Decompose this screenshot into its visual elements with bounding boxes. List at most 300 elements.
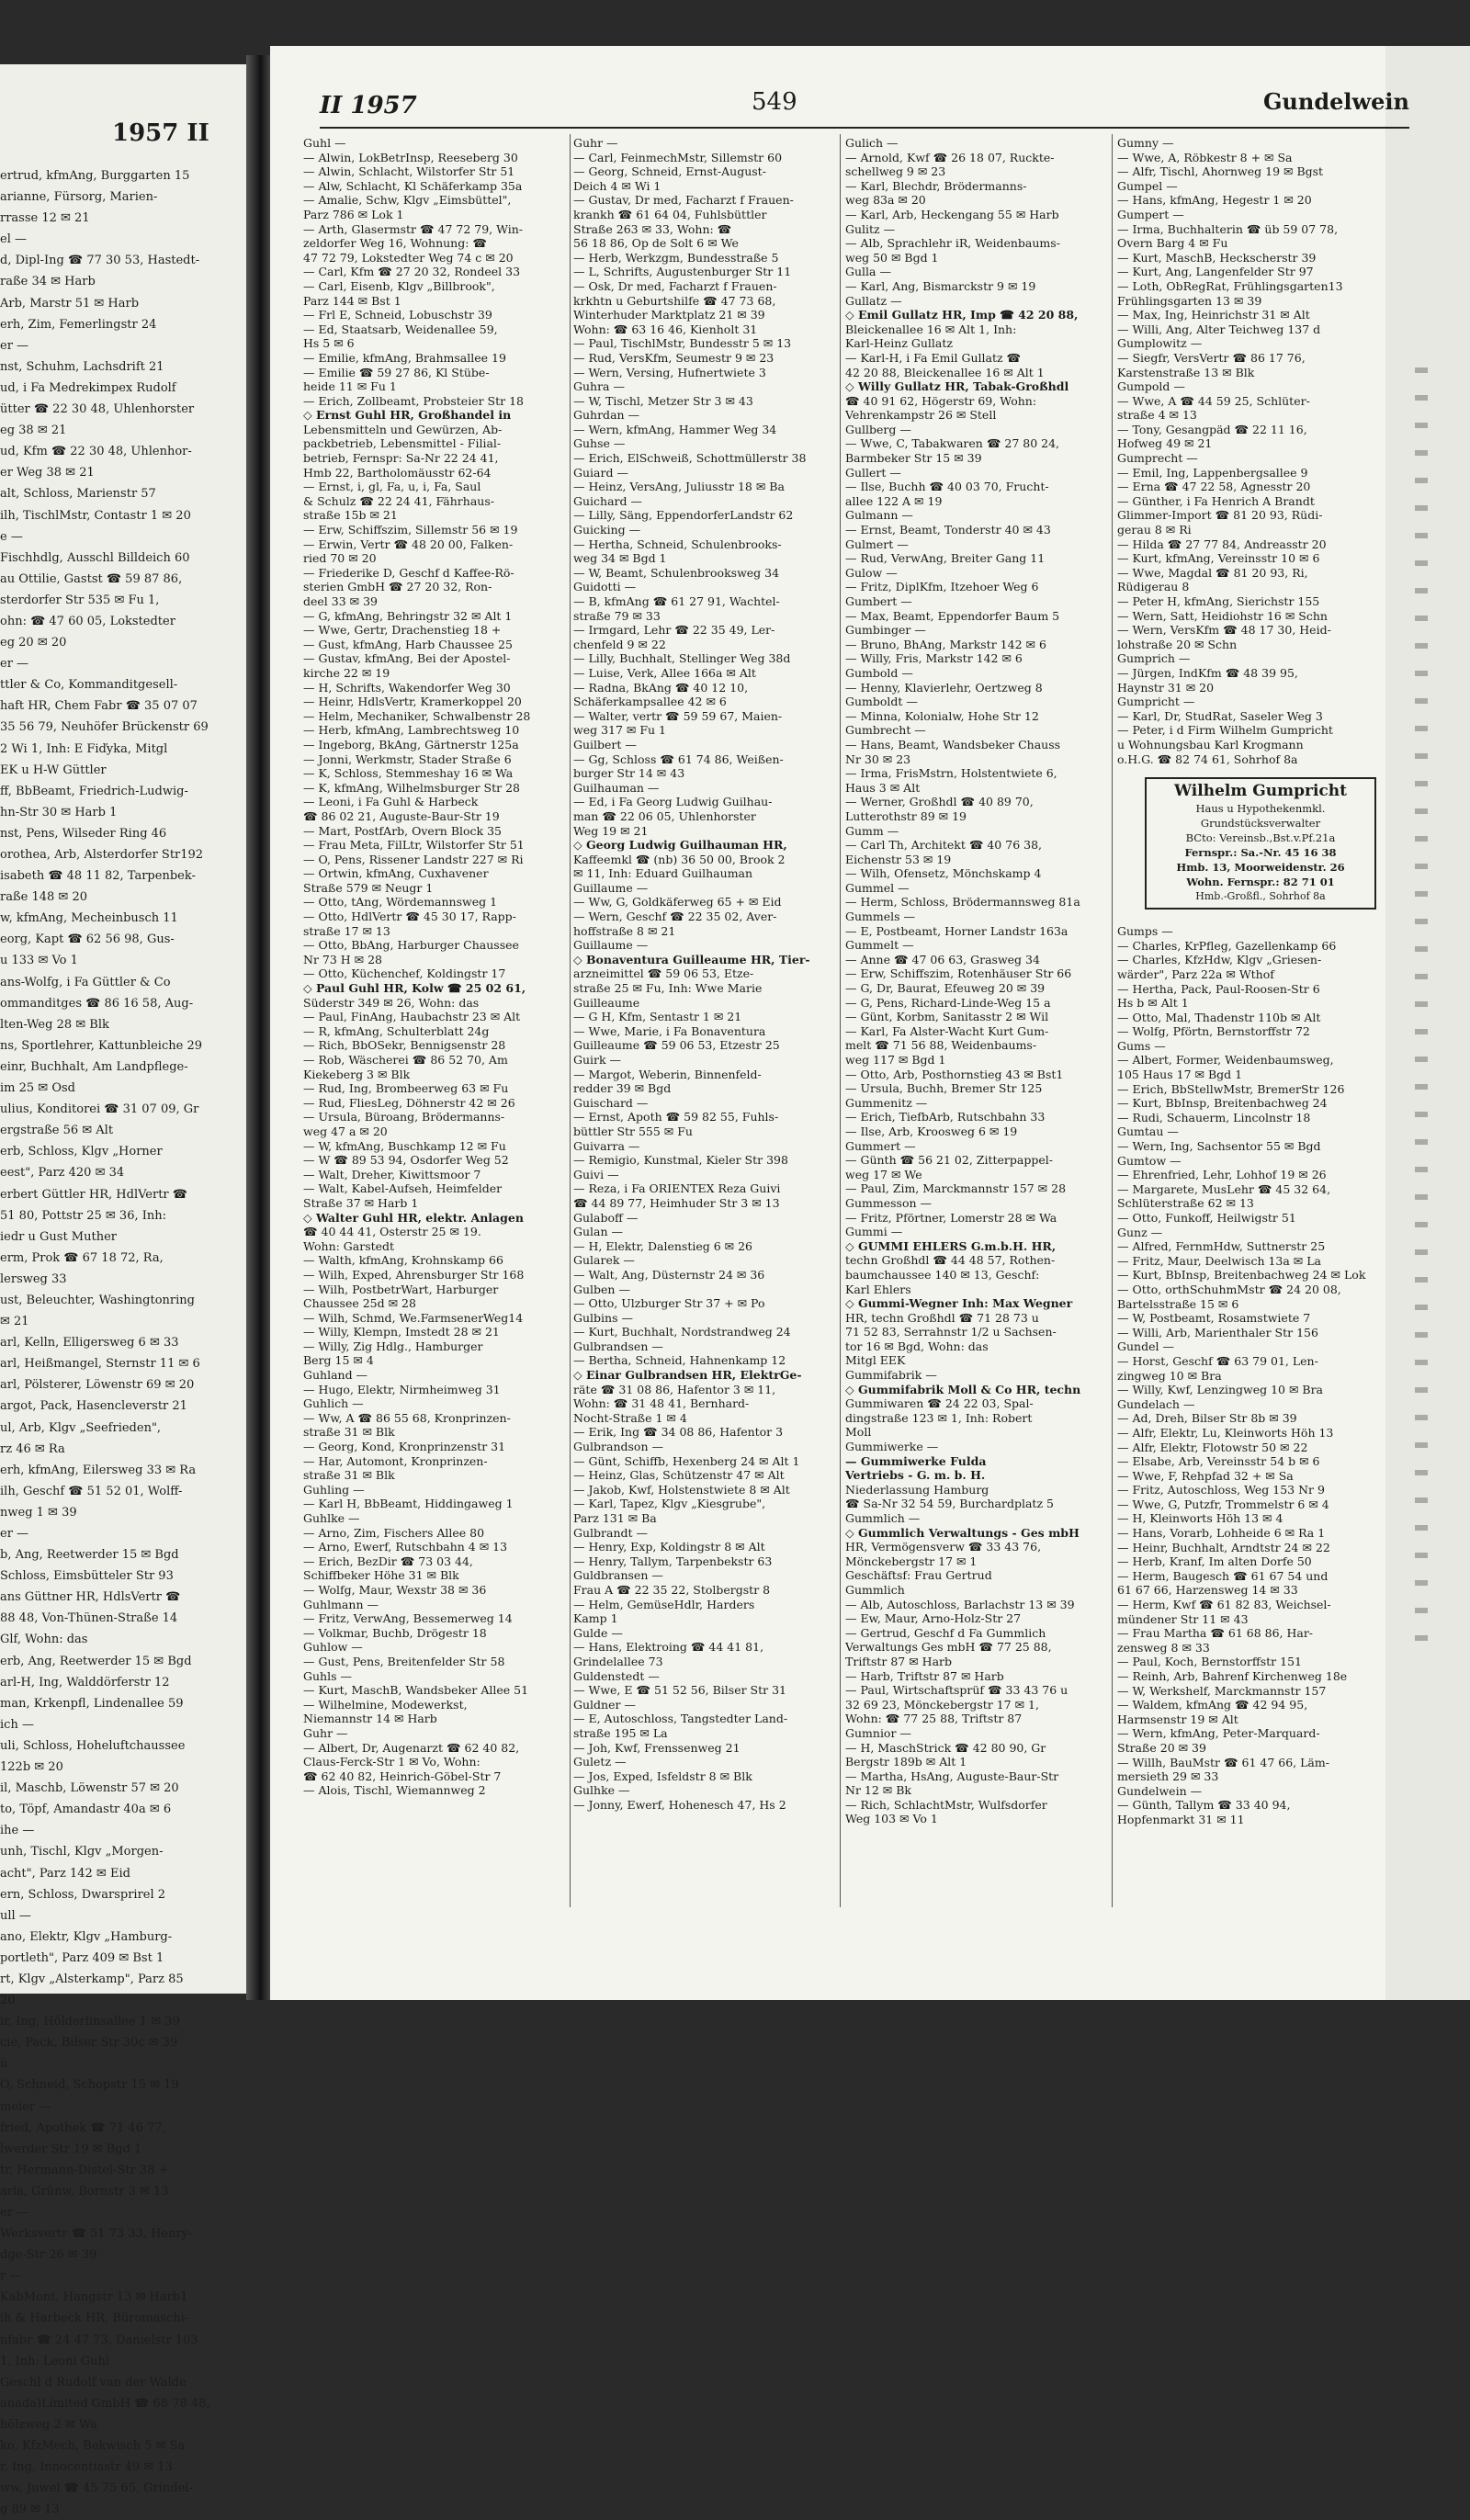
page-margin xyxy=(1385,46,1470,2000)
directory-entry: Guhls — xyxy=(303,1668,352,1683)
directory-entry: — Bruno, BhAng, Markstr 142 ✉ 6 xyxy=(845,637,1046,651)
directory-entry: — Wilh, Exped, Ahrensburger Str 168 xyxy=(303,1267,525,1282)
directory-entry: — Rich, BbOSekr, Bennigsenstr 28 xyxy=(303,1038,506,1053)
directory-entry: — Gertrud, Geschf d Fa Gummlich xyxy=(845,1625,1046,1640)
directory-entry: — Karl, Blechdr, Brödermanns- xyxy=(845,178,1027,193)
directory-entry: Straße 37 ✉ Harb 1 xyxy=(303,1195,419,1210)
directory-entry: melt ☎ 71 56 88, Weidenbaums- xyxy=(845,1038,1037,1053)
directory-entry: hoffstraße 8 ✉ 21 xyxy=(573,923,676,938)
directory-entry: 32 69 23, Mönckebergstr 17 ✉ 1, xyxy=(845,1697,1039,1712)
directory-entry: Guhr — xyxy=(303,1725,348,1740)
directory-entry: — Herb, kfmAng, Lambrechtsweg 10 xyxy=(303,723,520,738)
directory-entry: Kaffeemkl ☎ (nb) 36 50 00, Brook 2 xyxy=(573,852,786,866)
directory-entry: — Carl, Kfm ☎ 27 20 32, Rondeel 33 xyxy=(303,265,521,279)
directory-entry: Glimmer-Import ☎ 81 20 93, Rüdi- xyxy=(1117,508,1323,523)
directory-entry: — Ursula, Büroang, Brödermanns- xyxy=(303,1110,505,1124)
directory-entry: ans-Wolfg, i Fa Güttler & Co xyxy=(0,975,171,989)
directory-entry: — Max, Beamt, Eppendorfer Baum 5 xyxy=(845,608,1060,623)
directory-entry: — Walth, kfmAng, Krohnskamp 66 xyxy=(303,1253,503,1268)
directory-entry: Parz 786 ✉ Lok 1 xyxy=(303,207,404,221)
directory-entry: — Margot, Weberin, Binnenfeld- xyxy=(573,1067,762,1081)
directory-entry: fried, Apothek ☎ 71 46 77, xyxy=(0,2120,166,2135)
directory-entry: erh, kfmAng, Eilersweg 33 ✉ Ra xyxy=(0,1463,197,1477)
directory-entry: cie, Pack, Bilser Str 30c ✉ 39 xyxy=(0,2036,178,2051)
directory-entry: — Wwe, Gertr, Drachenstieg 18 + xyxy=(303,623,502,638)
directory-entry: — W, kfmAng, Buschkamp 12 ✉ Fu xyxy=(303,1138,506,1153)
directory-entry: erb, Ang, Reetwerder 15 ✉ Bgd xyxy=(0,1654,192,1668)
directory-entry: lwerder Str 19 ✉ Bgd 1 xyxy=(0,2141,142,2156)
directory-entry: Gumbinger — xyxy=(845,623,926,638)
print-bleed xyxy=(1415,367,1428,1654)
directory-entry: — Erw, Schiffszim, Rotenhäuser Str 66 xyxy=(845,966,1072,981)
directory-entry: — Minna, Kolonialw, Hohe Str 12 xyxy=(845,708,1039,723)
directory-entry: — Jonny, Ewerf, Hohenesch 47, Hs 2 xyxy=(573,1797,786,1812)
directory-entry: Bleickenallee 16 ✉ Alt 1, Inh: xyxy=(845,322,1017,336)
directory-entry: — Erna ☎ 47 22 58, Agnesstr 20 xyxy=(1117,480,1311,494)
directory-entry: — Wwe, Magdal ☎ 81 20 93, Ri, xyxy=(1117,565,1308,580)
directory-entry: 2 Wi 1, Inh: E Fiďyka, Mitgl xyxy=(0,741,168,756)
directory-entry: erh, Zim, Femerlingstr 24 xyxy=(0,317,157,332)
directory-entry: Berg 15 ✉ 4 xyxy=(303,1353,374,1368)
directory-entry: — Erich, Zollbeamt, Probsteier Str 18 xyxy=(303,393,524,408)
directory-entry: 88 48, Von-Thünen-Straße 14 xyxy=(0,1611,178,1626)
directory-entry: — Gust, kfmAng, Harb Chaussee 25 xyxy=(303,637,513,651)
directory-entry: straße 17 ✉ 13 xyxy=(303,923,390,938)
directory-entry: er — xyxy=(0,1527,29,1541)
directory-entry: mündener Str 11 ✉ 43 xyxy=(1117,1611,1249,1626)
directory-entry: — Ed, i Fa Georg Ludwig Guilhau- xyxy=(573,795,773,809)
directory-entry: — Günt, Schiffb, Hexenberg 24 ✉ Alt 1 xyxy=(573,1453,800,1468)
directory-entry: ihe — xyxy=(0,1824,35,1838)
directory-entry: — Karl-H, i Fa Emil Gullatz ☎ xyxy=(845,350,1022,365)
directory-entry: baumchaussee 140 ✉ 13, Geschf: xyxy=(845,1267,1040,1282)
directory-entry: Barmbeker Str 15 ✉ 39 xyxy=(845,451,982,466)
directory-entry: Gumprecht — xyxy=(1117,451,1198,466)
directory-entry: Gummi — xyxy=(845,1225,903,1239)
directory-entry: — Luise, Verk, Allee 166a ✉ Alt xyxy=(573,665,756,680)
directory-entry: ertrud, kfmAng, Burggarten 15 xyxy=(0,169,190,183)
directory-entry: — Emilie, kfmAng, Brahmsallee 19 xyxy=(303,350,506,365)
directory-entry: unh, Tischl, Klgv „Morgen- xyxy=(0,1845,164,1859)
directory-entry: argot, Pack, Hasencleverstr 21 xyxy=(0,1399,187,1414)
directory-entry: iedr u Gust Muther xyxy=(0,1229,117,1244)
directory-entry: man, Krkenpfl, Lindenallee 59 xyxy=(0,1696,184,1711)
directory-entry: Gummel — xyxy=(845,880,910,895)
directory-entry: einr, Buchhalt, Am Landpflege- xyxy=(0,1059,188,1074)
directory-entry: Claus-Ferck-Str 1 ✉ Vo, Wohn: xyxy=(303,1755,481,1769)
directory-entry: alt, Schloss, Marienstr 57 xyxy=(0,487,156,502)
directory-entry: rt, Klgv „Alsterkamp", Parz 85 xyxy=(0,1972,184,1986)
directory-entry: Nr 30 ✉ 23 xyxy=(845,751,911,766)
directory-entry: eg 38 ✉ 21 xyxy=(0,424,67,438)
directory-entry: Eichenstr 53 ✉ 19 xyxy=(845,852,952,866)
directory-entry: — Erich, ElSchweiß, Schottmüllerstr 38 xyxy=(573,451,807,466)
directory-entry: — K, kfmAng, Wilhelmsburger Str 28 xyxy=(303,780,520,795)
directory-entry: — Karl, Tapez, Klgv „Kiesgrube", xyxy=(573,1497,766,1511)
directory-entry: — Willy, Kwf, Lenzingweg 10 ✉ Bra xyxy=(1117,1383,1324,1397)
directory-entry: — Willh, BauMstr ☎ 61 47 66, Läm- xyxy=(1117,1755,1329,1769)
directory-entry: schellweg 9 ✉ 23 xyxy=(845,164,946,179)
column-rule xyxy=(570,134,571,1907)
directory-entry: ttler & Co, Kommanditgesell- xyxy=(0,678,178,693)
directory-entry: b, Ang, Reetwerder 15 ✉ Bgd xyxy=(0,1548,179,1563)
directory-entry: wärder", Parz 22a ✉ Wthof xyxy=(1117,966,1274,981)
directory-entry: Guhlke — xyxy=(303,1511,360,1525)
directory-entry: — Horst, Geschf ☎ 63 79 01, Len- xyxy=(1117,1353,1318,1368)
directory-entry: Gulan — xyxy=(573,1225,624,1239)
directory-entry: — Georg, Schneid, Ernst-August- xyxy=(573,164,766,179)
directory-entry: — Paul, Zim, Marckmannstr 157 ✉ 28 xyxy=(845,1181,1067,1196)
ad-address: Hmb. 13, Moorweidenstr. 26 xyxy=(1176,861,1345,875)
directory-entry: redder 39 ✉ Bgd xyxy=(573,1081,672,1096)
directory-entry: Guivi — xyxy=(573,1167,619,1181)
directory-entry: Straße 20 ✉ 39 xyxy=(1117,1740,1206,1755)
directory-entry: — Alois, Tischl, Wiemannweg 2 xyxy=(303,1783,486,1798)
directory-entry: Guischard — xyxy=(573,1095,649,1110)
directory-entry: uli, Schloss, Hoheluftchaussee xyxy=(0,1738,186,1753)
directory-entry: Gummiwerke — xyxy=(845,1440,939,1454)
directory-entry: — Heinz, Glas, Schützenstr 47 ✉ Alt xyxy=(573,1468,785,1483)
directory-entry: Vehrenkampstr 26 ✉ Stell xyxy=(845,408,997,423)
directory-entry: Guhlmann — xyxy=(303,1597,379,1611)
directory-entry: Guichard — xyxy=(573,493,642,508)
directory-entry: — Har, Automont, Kronprinzen- xyxy=(303,1453,488,1468)
directory-entry: Guhse — xyxy=(573,436,626,451)
directory-entry: Hofweg 49 ✉ 21 xyxy=(1117,436,1213,451)
directory-entry: — E, Postbeamt, Horner Landstr 163a xyxy=(845,923,1069,938)
directory-entry: Guillaume — xyxy=(573,880,649,895)
directory-entry: Guldbransen — xyxy=(573,1568,663,1583)
directory-entry: — Wwe, G, Putzfr, Trommelstr 6 ✉ 4 xyxy=(1117,1497,1329,1511)
directory-entry: — Arnold, Kwf ☎ 26 18 07, Ruckte- xyxy=(845,150,1055,164)
directory-entry: — Herm, Schloss, Brödermannsweg 81a xyxy=(845,895,1080,910)
directory-entry: — Walt, Dreher, Kiwittsmoor 7 xyxy=(303,1167,481,1181)
directory-entry: Moll xyxy=(845,1425,872,1440)
directory-entry: er — xyxy=(0,657,29,672)
directory-entry: anada)Limited GmbH ☎ 68 78 48, xyxy=(0,2396,210,2411)
directory-entry: er — xyxy=(0,338,29,353)
directory-entry: ff, BbBeamt, Friedrich-Ludwig- xyxy=(0,784,188,798)
directory-entry: Guhland — xyxy=(303,1368,368,1383)
directory-entry: Mitgl EEK xyxy=(845,1353,906,1368)
directory-entry: — Alwin, Schlacht, Wilstorfer Str 51 xyxy=(303,164,515,179)
directory-entry: ull — xyxy=(0,1908,31,1923)
directory-entry: — Paul, Wirtschaftsprüf ☎ 33 43 76 u xyxy=(845,1683,1069,1698)
directory-entry: — Alfr, Elektr, Flotowstr 50 ✉ 22 xyxy=(1117,1440,1308,1454)
directory-entry: — G, kfmAng, Behringstr 32 ✉ Alt 1 xyxy=(303,608,513,623)
directory-entry: zensweg 8 ✉ 33 xyxy=(1117,1640,1210,1655)
directory-entry: Gulla — xyxy=(845,265,891,279)
directory-entry: — Wilh, Schmd, We.FarmsenerWeg14 xyxy=(303,1310,524,1325)
directory-entry: straße 25 ✉ Fu, Inh: Wwe Marie xyxy=(573,981,763,996)
directory-entry: Frau A ☎ 22 35 22, Stolbergstr 8 xyxy=(573,1582,771,1597)
directory-entry: — Frau Martha ☎ 61 68 86, Har- xyxy=(1117,1626,1314,1641)
directory-entry: ih & Harbeck HR, Büromaschi- xyxy=(0,2311,189,2326)
directory-entry: — Carl Th, Architekt ☎ 40 76 38, xyxy=(845,838,1042,853)
directory-entry: Gummert — xyxy=(845,1138,916,1153)
directory-entry: — Willy, Zig Hdlg., Hamburger xyxy=(303,1339,483,1353)
directory-entry: — Kurt, MaschB, Heckscherstr 39 xyxy=(1117,250,1317,265)
directory-entry: — Kurt, Buchhalt, Nordstrandweg 24 xyxy=(573,1325,791,1339)
directory-entry: — Ad, Dreh, Bilser Str 8b ✉ 39 xyxy=(1117,1411,1297,1426)
directory-entry: Guhlow — xyxy=(303,1640,363,1655)
directory-entry: — Fritz, Autoschloss, Weg 153 Nr 9 xyxy=(1117,1483,1325,1497)
directory-entry: ü xyxy=(0,2057,8,2072)
left-page-header: 1957 II xyxy=(112,119,209,147)
directory-entry: — Amalie, Schw, Klgv „Eimsbüttel", xyxy=(303,193,512,208)
left-page-text xyxy=(0,165,246,2520)
directory-entry: — Wern, kfmAng, Peter-Marquard- xyxy=(1117,1726,1320,1741)
directory-entry: — Margarete, MusLehr ☎ 45 32 64, xyxy=(1117,1181,1331,1196)
directory-entry: Lutterothstr 89 ✉ 19 xyxy=(845,808,967,823)
directory-entry: r — xyxy=(0,2269,22,2284)
directory-entry: — Wern, Geschf ☎ 22 35 02, Aver- xyxy=(573,910,777,924)
ad-line: BCto: Vereinsb.,Bst.v.Pf.21a xyxy=(1185,831,1336,845)
directory-entry: Parz 144 ✉ Bst 1 xyxy=(303,293,401,308)
directory-entry: ☎ 86 02 21, Auguste-Baur-Str 19 xyxy=(303,808,500,823)
directory-entry: Gulbrandt — xyxy=(573,1525,649,1540)
directory-entry: — Karl, Dr, StudRat, Saseler Weg 3 xyxy=(1117,708,1323,723)
directory-entry: ☎ 40 44 41, Osterstr 25 ✉ 19. xyxy=(303,1225,481,1239)
directory-entry: ko, KfzMech, Bekwisch 5 ✉ Sa xyxy=(0,2439,186,2454)
directory-entry: Gullberg — xyxy=(845,422,911,436)
directory-entry: Glf, Wohn: das xyxy=(0,1633,88,1647)
directory-entry: — Ursula, Buchh, Bremer Str 125 xyxy=(845,1081,1043,1096)
directory-entry: — Joh, Kwf, Frenssenweg 21 xyxy=(573,1740,741,1755)
directory-entry: Gunz — xyxy=(1117,1225,1163,1239)
directory-entry: — Paul, Koch, Bernstorffstr 151 xyxy=(1117,1655,1302,1669)
directory-entry: Gumtau — xyxy=(1117,1124,1179,1139)
directory-entry: Gulde — xyxy=(573,1625,623,1640)
directory-entry: nst, Pens, Wilseder Ring 46 xyxy=(0,826,167,841)
directory-entry: 122b ✉ 20 xyxy=(0,1760,63,1775)
directory-entry: ulius, Konditorei ☎ 31 07 09, Gr xyxy=(0,1102,199,1117)
directory-entry: eest", Parz 420 ✉ 34 xyxy=(0,1166,125,1181)
directory-entry: hn-Str 30 ✉ Harb 1 xyxy=(0,805,118,819)
directory-entry: ✉ 11, Inh: Eduard Guilhauman xyxy=(573,866,753,881)
directory-entry: — Siegfr, VersVertr ☎ 86 17 76, xyxy=(1117,350,1306,365)
directory-entry: Guhrdan — xyxy=(573,408,640,423)
directory-entry: — H, MaschStrick ☎ 42 80 90, Gr xyxy=(845,1740,1046,1755)
directory-entry: Gummelt — xyxy=(845,938,914,953)
directory-entry: Wohn: Garstedt xyxy=(303,1238,395,1253)
directory-entry: — Jürgen, IndKfm ☎ 48 39 95, xyxy=(1117,665,1298,680)
page-header xyxy=(320,88,1409,129)
header-keyword: Gundelwein xyxy=(1262,88,1409,115)
directory-entry: Karl Ehlers xyxy=(845,1282,911,1296)
directory-entry: — Jakob, Kwf, Holstenstwiete 8 ✉ Alt xyxy=(573,1482,790,1497)
directory-entry: — Gustav, kfmAng, Bei der Apostel- xyxy=(303,651,511,666)
directory-entry: Triftstr 87 ✉ Harb xyxy=(845,1654,953,1668)
directory-entry: meier — xyxy=(0,2099,51,2114)
directory-entry: ilh, Geschf ☎ 51 52 01, Wolff- xyxy=(0,1484,183,1498)
directory-entry: lersweg 33 xyxy=(0,1271,67,1286)
directory-entry: — Jos, Exped, Isfeldstr 8 ✉ Blk xyxy=(573,1769,752,1783)
directory-entry: — Anne ☎ 47 06 63, Grasweg 34 xyxy=(845,952,1040,966)
directory-entry: — Paul, FinAng, Haubachstr 23 ✉ Alt xyxy=(303,1010,521,1024)
directory-entry: nweg 1 ✉ 39 xyxy=(0,1505,77,1520)
directory-entry: — Karl, Arb, Heckengang 55 ✉ Harb xyxy=(845,207,1059,221)
directory-entry: 20 xyxy=(0,1994,16,2008)
directory-entry: u Wohnungsbau Karl Krogmann xyxy=(1117,737,1304,751)
directory-entry: ohn: ☎ 47 60 05, Lokstedter xyxy=(0,614,175,628)
directory-entry: — Frl E, Schneid, Lobuschstr 39 xyxy=(303,308,492,322)
directory-entry: — Peter, i d Firm Wilhelm Gumpricht xyxy=(1117,723,1333,738)
directory-entry: erb, Schloss, Klgv „Horner xyxy=(0,1145,163,1159)
directory-column-4 xyxy=(1117,136,1384,1827)
directory-entry: — Wern, Versing, Hufnertwiete 3 xyxy=(573,365,766,379)
directory-entry: — Günt, Korbm, Sanitasstr 2 ✉ Wil xyxy=(845,1010,1049,1024)
directory-entry: — Hans, Vorarb, Lohheide 6 ✉ Ra 1 xyxy=(1117,1526,1326,1541)
directory-entry: Gulbrandson — xyxy=(573,1440,663,1454)
directory-entry: Overn Barg 4 ✉ Fu xyxy=(1117,236,1228,251)
directory-entry: portleth", Parz 409 ✉ Bst 1 xyxy=(0,1950,164,1965)
directory-entry: — Heinz, VersAng, Juliusstr 18 ✉ Ba xyxy=(573,480,785,494)
directory-entry: — Willy, Klempn, Imstedt 28 ✉ 21 xyxy=(303,1325,500,1339)
directory-entry: el — xyxy=(0,232,27,247)
directory-entry: — Loth, ObRegRat, Frühlingsgarten13 xyxy=(1117,278,1343,293)
directory-entry: lohstraße 20 ✉ Schn xyxy=(1117,637,1238,651)
directory-entry: Guldner — xyxy=(573,1697,636,1712)
directory-entry: KabMont, Hangstr 13 ✉ Harb1 xyxy=(0,2290,188,2305)
directory-entry: Gumpert — xyxy=(1117,207,1184,221)
directory-entry: weg 17 ✉ We xyxy=(845,1167,922,1181)
directory-entry: Mönckebergstr 17 ✉ 1 xyxy=(845,1554,978,1568)
directory-entry: Haus 3 ✉ Alt xyxy=(845,780,921,795)
directory-entry: eg 20 ✉ 20 xyxy=(0,636,67,650)
directory-entry: — H, Elektr, Dalenstieg 6 ✉ 26 xyxy=(573,1238,752,1253)
directory-entry: — Albert, Former, Weidenbaumsweg, xyxy=(1117,1053,1334,1068)
directory-entry: Guilhauman — xyxy=(573,780,660,795)
directory-entry: chenfeld 9 ✉ 22 xyxy=(573,637,666,651)
directory-entry: 51 80, Pottstr 25 ✉ 36, Inh: xyxy=(0,1208,166,1223)
directory-entry: to, Töpf, Amandastr 40a ✉ 6 xyxy=(0,1802,172,1817)
directory-entry: — Alfred, FernmHdw, Suttnerstr 25 xyxy=(1117,1239,1326,1254)
directory-entry: — Carl, Eisenb, Klgv „Billbrook", xyxy=(303,278,495,293)
directory-entry: straße 15b ✉ 21 xyxy=(303,508,398,523)
directory-entry: ◇ Einar Gulbrandsen HR, ElektrGe- xyxy=(573,1368,802,1383)
directory-entry: 71 52 83, Serrahnstr 1/2 u Sachsen- xyxy=(845,1325,1057,1339)
directory-entry: Gullatz — xyxy=(845,293,902,308)
directory-entry: Geschäftsf: Frau Gertrud xyxy=(845,1568,992,1583)
directory-entry: ütter ☎ 22 30 48, Uhlenhorster xyxy=(0,402,195,417)
directory-entry: Harmsenstr 19 ✉ Alt xyxy=(1117,1712,1238,1726)
directory-entry: — Kurt, MaschB, Wandsbeker Allee 51 xyxy=(303,1683,529,1698)
directory-entry: raße 148 ✉ 20 xyxy=(0,890,87,905)
directory-entry: Guicking — xyxy=(573,523,641,537)
directory-entry: mersieth 29 ✉ 33 xyxy=(1117,1769,1219,1784)
directory-entry: — Jonni, Werkmstr, Stader Straße 6 xyxy=(303,751,512,766)
directory-entry: 42 20 88, Bleickenallee 16 ✉ Alt 1 xyxy=(845,365,1045,379)
directory-entry: — Werner, Großhdl ☎ 40 89 70, xyxy=(845,795,1034,809)
directory-entry: ried 70 ✉ 20 xyxy=(303,551,377,566)
directory-entry: Karl-Heinz Gullatz xyxy=(845,336,953,351)
directory-entry: — Wern, kfmAng, Hammer Weg 34 xyxy=(573,422,777,436)
directory-column-1 xyxy=(303,136,570,1798)
column-4-entries-bottom xyxy=(1117,924,1384,1826)
directory-entry: — Irma, FrisMstrn, Holstentwiete 6, xyxy=(845,766,1057,781)
directory-entry: Guldenstedt — xyxy=(573,1668,660,1683)
column-rule xyxy=(840,134,841,1907)
advertisement-box xyxy=(1145,777,1376,910)
directory-entry: ns, Sportlehrer, Kattunbleiche 29 xyxy=(0,1038,202,1053)
directory-entry: — L, Schrifts, Augustenburger Str 11 xyxy=(573,265,792,279)
directory-entry: — Alb, Autoschloss, Barlachstr 13 ✉ 39 xyxy=(845,1597,1075,1611)
directory-entry: — G, Pens, Richard-Linde-Weg 15 a xyxy=(845,995,1051,1010)
directory-entry: — Karl H, BbBeamt, Hiddingaweg 1 xyxy=(303,1497,514,1511)
directory-entry: — Willi, Ang, Alter Teichweg 137 d xyxy=(1117,322,1321,336)
directory-entry: ano, Elektr, Klgv „Hamburg- xyxy=(0,1929,173,1944)
directory-entry: — Emil, Ing, Lappenbergsallee 9 xyxy=(1117,465,1308,480)
directory-entry: au Ottilie, Gastst ☎ 59 87 86, xyxy=(0,571,183,586)
page-number: 549 xyxy=(752,88,797,116)
directory-entry: Hs 5 ✉ 6 xyxy=(303,336,355,351)
directory-entry: — Ernst, Apoth ☎ 59 82 55, Fuhls- xyxy=(573,1110,779,1124)
directory-entry: — Heinr, HdlsVertr, Kramerkoppel 20 xyxy=(303,695,522,709)
directory-entry: — Elsabe, Arb, Vereinsstr 54 b ✉ 6 xyxy=(1117,1454,1320,1469)
directory-entry: — R, kfmAng, Schulterblatt 24g xyxy=(303,1023,490,1038)
directory-column-3 xyxy=(845,136,1112,1826)
directory-entry: Gullert — xyxy=(845,465,901,480)
directory-entry: Guirk — xyxy=(573,1053,622,1067)
directory-entry: ◇ Gummi-Wegner Inh: Max Wegner xyxy=(845,1296,1073,1311)
directory-entry: ergstraße 56 ✉ Alt xyxy=(0,1124,114,1138)
directory-entry: — Otto, BbAng, Harburger Chaussee xyxy=(303,938,519,953)
directory-entry: weg 50 ✉ Bgd 1 xyxy=(845,250,939,265)
directory-entry: burger Str 14 ✉ 43 xyxy=(573,766,685,781)
directory-entry: — Otto, orthSchuhmMstr ☎ 24 20 08, xyxy=(1117,1282,1341,1296)
directory-entry: — Waldem, kfmAng ☎ 42 94 95, xyxy=(1117,1698,1308,1712)
directory-entry: rz 46 ✉ Ra xyxy=(0,1441,65,1456)
directory-entry: — Fritz, Pförtner, Lomerstr 28 ✉ Wa xyxy=(845,1210,1057,1225)
directory-entry: — Otto, Mal, Thadenstr 110b ✉ Alt xyxy=(1117,1010,1321,1024)
directory-entry: — Ilse, Arb, Kroosweg 6 ✉ 19 xyxy=(845,1124,1018,1138)
book-gutter xyxy=(246,55,270,2000)
directory-entry: EK u H-W Güttler xyxy=(0,763,107,777)
directory-entry: — Carl, FeinmechMstr, Sillemstr 60 xyxy=(573,150,783,164)
directory-entry: — Henny, Klavierlehr, Oertzweg 8 xyxy=(845,680,1043,695)
directory-entry: Gulich — xyxy=(845,136,899,150)
directory-entry: — Peter H, kfmAng, Sierichstr 155 xyxy=(1117,594,1320,608)
directory-entry: Guidotti — xyxy=(573,580,637,594)
directory-entry: — Ortwin, kfmAng, Cuxhavener xyxy=(303,866,489,881)
directory-entry: — Emilie ☎ 59 27 86, Kl Stübe- xyxy=(303,365,490,379)
directory-entry: Gulmann — xyxy=(845,508,913,523)
directory-entry: — Fritz, DiplKfm, Itzehoer Weg 6 xyxy=(845,580,1039,594)
directory-entry: Gummlich — xyxy=(845,1511,921,1525)
directory-entry: Gumpold — xyxy=(1117,379,1185,394)
directory-entry: krankh ☎ 61 64 04, Fuhlsbüttler xyxy=(573,207,767,221)
directory-entry: Nr 12 ✉ Bk xyxy=(845,1783,911,1798)
directory-entry: Deich 4 ✉ Wi 1 xyxy=(573,178,662,193)
directory-entry: betrieb, Fernspr: Sa-Nr 22 24 41, xyxy=(303,451,499,466)
directory-entry: il, Maschb, Löwenstr 57 ✉ 20 xyxy=(0,1781,179,1796)
ad-line: Haus u Hypothekenmkl. xyxy=(1195,802,1326,816)
directory-entry: — Wolfg, Pförtn, Bernstorffstr 72 xyxy=(1117,1024,1310,1039)
directory-entry: — Reza, i Fa ORIENTEX Reza Guivi xyxy=(573,1181,781,1196)
directory-entry: — Volkmar, Buchb, Drögestr 18 xyxy=(303,1625,487,1640)
directory-entry: — Hugo, Elektr, Nirmheimweg 31 xyxy=(303,1382,501,1396)
directory-entry: ◇ Willy Gullatz HR, Tabak-Großhdl xyxy=(845,379,1069,394)
directory-entry: — Tony, Gesangpäd ☎ 22 11 16, xyxy=(1117,422,1307,436)
directory-entry: — Erwin, Vertr ☎ 48 20 00, Falken- xyxy=(303,537,514,551)
directory-entry: ww, Juwel ☎ 45 75 65, Grindel- xyxy=(0,2481,193,2496)
directory-entry: — Remigio, Kunstmal, Kieler Str 398 xyxy=(573,1153,788,1168)
directory-entry: ◇ Georg Ludwig Guilhauman HR, xyxy=(573,838,787,853)
directory-entry: Haynstr 31 ✉ 20 xyxy=(1117,680,1215,695)
directory-entry: Gumbold — xyxy=(845,665,913,680)
directory-entry: packbetrieb, Lebensmittel - Filial- xyxy=(303,436,502,451)
